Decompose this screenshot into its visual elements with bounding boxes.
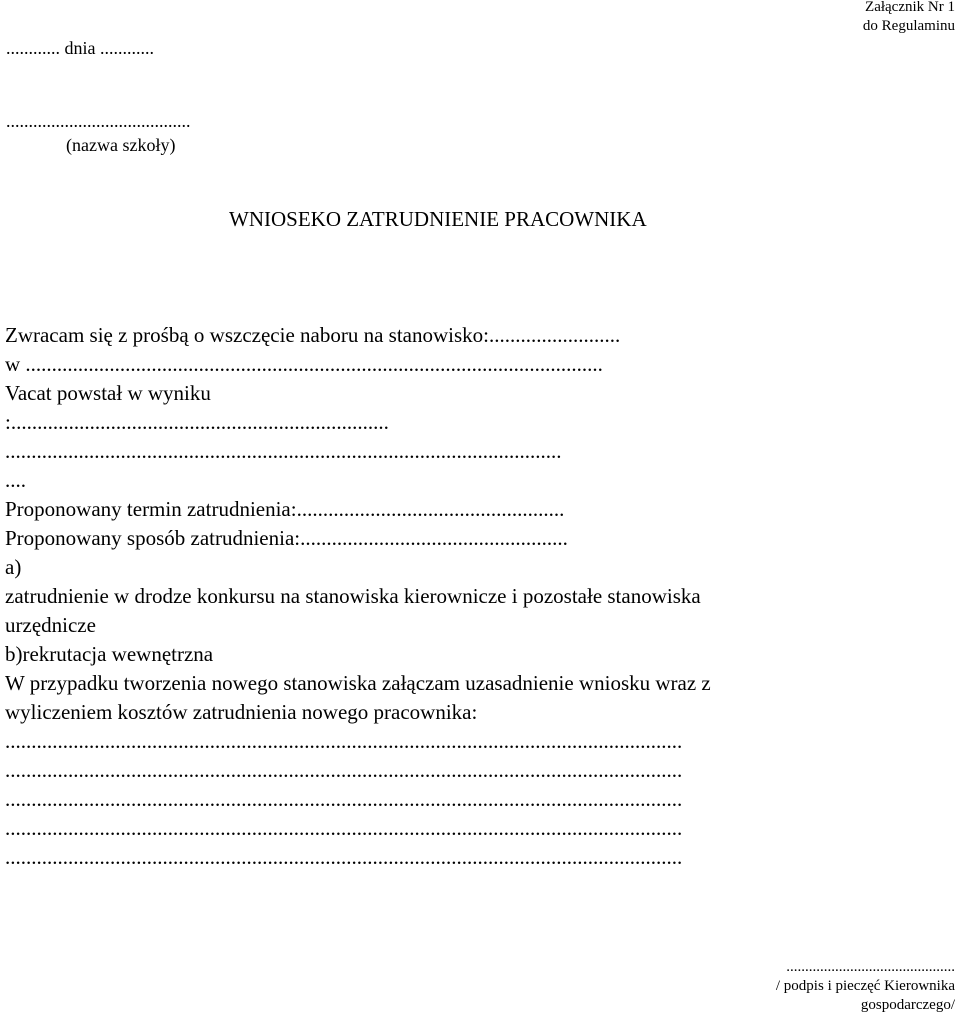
body-line: a) — [5, 555, 22, 579]
signature-block — [695, 958, 955, 1015]
body-line: ................................................................................................................................. — [5, 787, 683, 811]
date-line: ............ dnia ............ — [6, 38, 154, 58]
body-line: Vacat powstał w wyniku — [5, 381, 211, 405]
body-line: w .............................................................................................................. — [5, 352, 603, 376]
body-line: zatrudnienie w drodze konkursu na stanowiska kierownicze i pozostałe stanowiska — [5, 584, 701, 608]
body-line: :........................................................................ — [5, 410, 389, 434]
body-line: .... — [5, 468, 26, 492]
school-caption: (nazwa szkoły) — [66, 135, 176, 155]
document-body — [5, 321, 955, 872]
body-line: ................................................................................................................................. — [5, 816, 683, 840]
annex-line-1: Załącznik Nr 1 — [865, 0, 955, 15]
annex-label — [863, 0, 955, 36]
body-line: W przypadku tworzenia nowego stanowiska załączam uzasadnienie wniosku wraz z — [5, 671, 711, 695]
signature-dots: ............................................. — [786, 959, 955, 975]
body-line: b)rekrutacja wewnętrzna — [5, 642, 214, 666]
body-line: Zwracam się z prośbą o wszczęcie naboru na stanowisko:......................... — [5, 323, 621, 347]
school-dots: ......................................... — [6, 111, 191, 131]
body-line: Proponowany termin zatrudnienia:................................................... — [5, 497, 565, 521]
body-line: wyliczeniem kosztów zatrudnienia nowego pracownika: — [5, 700, 478, 724]
body-line: .......................................................................................................... — [5, 439, 562, 463]
body-line: urzędnicze — [5, 613, 96, 637]
body-line: ................................................................................................................................. — [5, 729, 683, 753]
body-line: Proponowany sposób zatrudnienia:................................................... — [5, 526, 568, 550]
document-title: WNIOSEKO ZATRUDNIENIE PRACOWNIKA — [229, 207, 647, 231]
signature-line-1: / podpis i pieczęć Kierownika — [775, 978, 955, 994]
body-line: ................................................................................................................................. — [5, 845, 683, 869]
annex-line-2: do Regulaminu — [862, 18, 955, 34]
signature-line-2: gospodarczego/ — [860, 997, 955, 1013]
body-line: ................................................................................................................................. — [5, 758, 683, 782]
